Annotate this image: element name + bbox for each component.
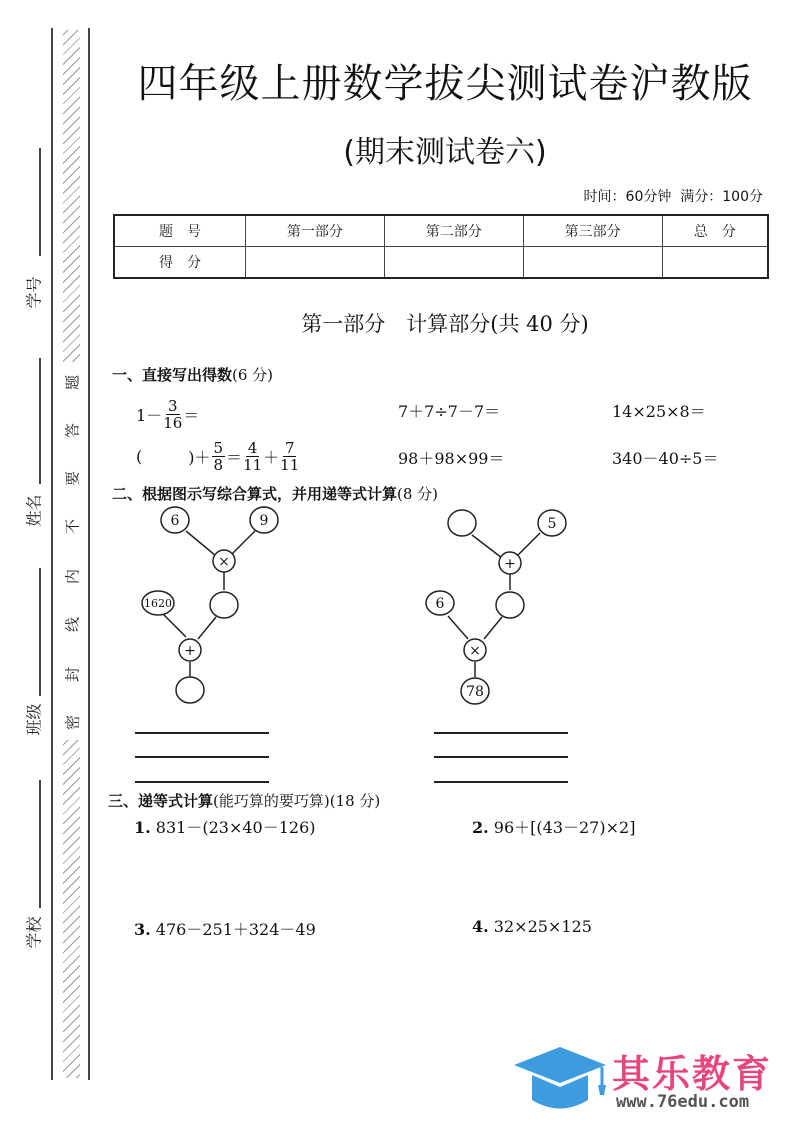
q1-item-4 — [136, 440, 300, 473]
student-id-label: 学号 — [24, 276, 44, 309]
answer-line-a3[interactable] — [135, 781, 269, 783]
denominator: 16 — [163, 414, 183, 432]
q3-item-3 — [134, 917, 316, 940]
expr-text: ( — [136, 447, 143, 466]
exam-meta — [584, 186, 763, 206]
node-top-left: 6 — [170, 513, 180, 529]
denominator: 8 — [213, 456, 224, 474]
hatch-band-top — [63, 30, 80, 362]
question-1-heading — [112, 364, 273, 385]
answer-line-a1[interactable] — [135, 732, 269, 734]
q3-item-2 — [472, 815, 635, 838]
header-cell: 第一部分 — [246, 215, 385, 247]
calc-tree-diagram-a — [130, 505, 290, 710]
time-limit: 时间：60分钟 — [583, 189, 672, 205]
node-top-right: 9 — [259, 513, 269, 529]
q1-item-3: 14×25×8＝ — [612, 402, 706, 421]
q1-item-5: 98＋98×99＝ — [398, 449, 505, 468]
answer-line-a2[interactable] — [135, 756, 269, 758]
score-table-header-row — [114, 215, 768, 247]
header-cell: 第二部分 — [384, 215, 523, 247]
question-3-heading — [108, 790, 380, 811]
expr-text: ＝ — [226, 448, 243, 467]
item-number: 3. — [134, 920, 151, 939]
fraction — [243, 440, 262, 473]
seal-char: 线 — [63, 617, 82, 633]
section-title: 第一部分 计算部分(共 40 分) — [301, 312, 589, 336]
name-field[interactable] — [39, 358, 41, 484]
fraction — [163, 398, 182, 431]
points: (8 分) — [397, 485, 439, 503]
operator-multiply: × — [469, 643, 481, 659]
operator-plus: + — [504, 556, 516, 572]
q3-item-1 — [134, 815, 316, 838]
points: (6 分) — [232, 366, 274, 384]
expr-text: ＝ — [183, 406, 200, 425]
seal-char: 要 — [63, 471, 82, 487]
numerator: 5 — [213, 439, 224, 457]
brand-name: 其乐教育 — [612, 1052, 773, 1096]
numerator: 3 — [167, 397, 178, 415]
score-table-score-row — [114, 247, 768, 279]
heading-text: 二、根据图示写综合算式，并用递等式计算 — [112, 485, 398, 503]
expr-text: ＋ — [263, 448, 280, 467]
node-top-right: 5 — [547, 516, 557, 532]
seal-char: 密 — [63, 715, 82, 731]
score-cell-part2[interactable] — [384, 247, 523, 279]
page-subtitle: (期末测试卷六) — [343, 135, 547, 170]
seal-char: 内 — [63, 569, 82, 585]
graduation-cap-icon — [510, 1045, 610, 1115]
node-side: 1620 — [144, 597, 172, 610]
hatch-band-bottom — [63, 740, 80, 1078]
item-number: 1. — [134, 818, 151, 837]
score-cell-part1[interactable] — [246, 247, 385, 279]
school-field[interactable] — [39, 780, 41, 908]
margin-line-outer — [51, 28, 53, 1080]
heading-text: 三、递等式计算 — [108, 792, 214, 810]
answer-line-b2[interactable] — [434, 756, 568, 758]
header-cell: 题 号 — [114, 215, 246, 247]
points: (能巧算的要巧算)(18 分) — [213, 792, 381, 810]
item-expression: 831－(23×40－126) — [155, 818, 316, 837]
page-title: 四年级上册数学拔尖测试卷沪教版 — [137, 61, 753, 107]
score-table — [113, 214, 769, 279]
full-score: 满分：100分 — [680, 189, 763, 205]
fraction — [280, 440, 299, 473]
heading-text: 一、直接写出得数 — [112, 366, 233, 384]
score-cell-part3[interactable] — [523, 247, 662, 279]
calc-tree-diagram-b — [410, 505, 580, 710]
name-label: 姓名 — [24, 494, 44, 527]
answer-line-b1[interactable] — [434, 732, 568, 734]
row-label: 得 分 — [114, 247, 246, 279]
denominator: 11 — [280, 456, 300, 474]
operator-multiply: × — [218, 554, 230, 570]
question-2-heading — [112, 483, 438, 504]
school-label: 学校 — [24, 916, 44, 949]
answer-line-b3[interactable] — [434, 781, 568, 783]
expr-text: )＋ — [188, 448, 211, 467]
q1-item-2: 7＋7÷7－7＝ — [398, 402, 501, 421]
numerator: 7 — [284, 439, 295, 457]
seal-char: 题 — [63, 375, 82, 391]
expr-text: 1－ — [136, 406, 163, 425]
fraction — [212, 440, 226, 473]
node-side: 6 — [435, 596, 445, 612]
item-expression: 96＋[(43－27)×2] — [493, 818, 636, 837]
item-expression: 32×25×125 — [493, 917, 592, 936]
q1-item-1 — [136, 398, 199, 431]
seal-char: 封 — [63, 667, 82, 683]
header-cell: 总 分 — [662, 215, 768, 247]
numerator: 4 — [247, 439, 258, 457]
seal-char: 答 — [63, 423, 82, 439]
item-number: 4. — [472, 917, 489, 936]
class-field[interactable] — [39, 568, 41, 696]
item-number: 2. — [472, 818, 489, 837]
operator-plus: + — [184, 643, 196, 659]
margin-line-inner — [88, 28, 90, 1080]
student-id-field[interactable] — [39, 148, 41, 256]
denominator: 11 — [243, 456, 263, 474]
score-cell-total[interactable] — [662, 247, 768, 279]
seal-char: 不 — [63, 519, 82, 535]
q3-item-4 — [472, 917, 592, 936]
node-result: 78 — [466, 684, 484, 700]
brand-url: www.76edu.com — [616, 1092, 750, 1112]
q1-item-6: 340－40÷5＝ — [612, 449, 719, 468]
class-label: 班级 — [24, 703, 44, 736]
header-cell: 第三部分 — [523, 215, 662, 247]
item-expression: 476－251＋324－49 — [155, 920, 316, 939]
